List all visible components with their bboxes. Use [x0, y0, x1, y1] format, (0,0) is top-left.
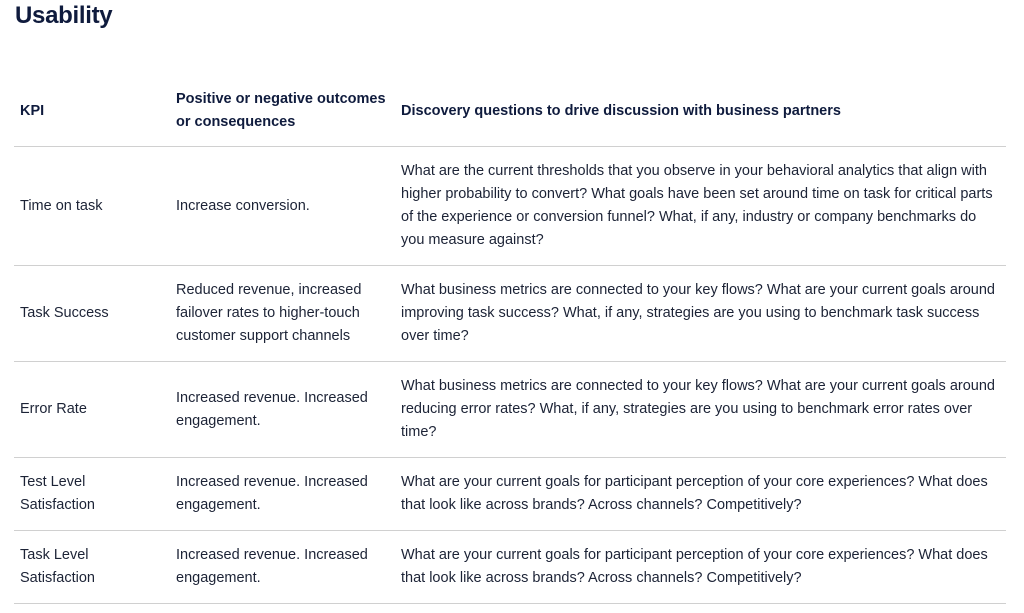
- outcome-cell: Increased revenue. Increased engagement.: [170, 362, 395, 458]
- table-row: [14, 458, 1006, 531]
- kpi-cell: Error Rate: [14, 362, 170, 458]
- outcome-cell: Reduced revenue, increased failover rates to higher-touch customer support channels: [170, 266, 395, 362]
- table-row: [14, 147, 1006, 266]
- questions-cell: What business metrics are connected to your key flows? What are your current goals around reducing error rates? What, if any, strategies are you using to benchmark error rates over time?: [395, 362, 1006, 458]
- table-body: [14, 147, 1006, 604]
- outcome-cell: Increase conversion.: [170, 147, 395, 266]
- questions-cell: What business metrics are connected to your key flows? What are your current goals around improving task success? What, if any, strategies are you using to benchmark task success over time?: [395, 266, 1006, 362]
- header-outcomes: Positive or negative outcomes or consequences: [170, 76, 395, 147]
- table-row: [14, 362, 1006, 458]
- kpi-cell: Test Level Satisfaction: [14, 458, 170, 531]
- kpi-cell: Task Success: [14, 266, 170, 362]
- page-title: Usability: [15, 2, 113, 29]
- kpi-cell: Time on task: [14, 147, 170, 266]
- header-kpi: KPI: [14, 76, 170, 147]
- questions-cell: What are your current goals for participant perception of your core experiences? What does that look like across brands? Across channels? Competitively?: [395, 531, 1006, 604]
- table-header: [14, 76, 1006, 147]
- header-questions: Discovery questions to drive discussion with business partners: [395, 76, 1006, 147]
- outcome-cell: Increased revenue. Increased engagement.: [170, 458, 395, 531]
- questions-cell: What are your current goals for participant perception of your core experiences? What does that look like across brands? Across channels? Competitively?: [395, 458, 1006, 531]
- table-row: [14, 531, 1006, 604]
- outcome-cell: Increased revenue. Increased engagement.: [170, 531, 395, 604]
- header-row: [14, 76, 1006, 147]
- questions-cell: What are the current thresholds that you observe in your behavioral analytics that align with higher probability to convert? What goals have been set around time on task for critical parts of the experience or conversion funnel? What, if any, industry or company benchmarks do you measure against?: [395, 147, 1006, 266]
- table-row: [14, 266, 1006, 362]
- kpi-table: [14, 76, 1006, 604]
- kpi-cell: Task Level Satisfaction: [14, 531, 170, 604]
